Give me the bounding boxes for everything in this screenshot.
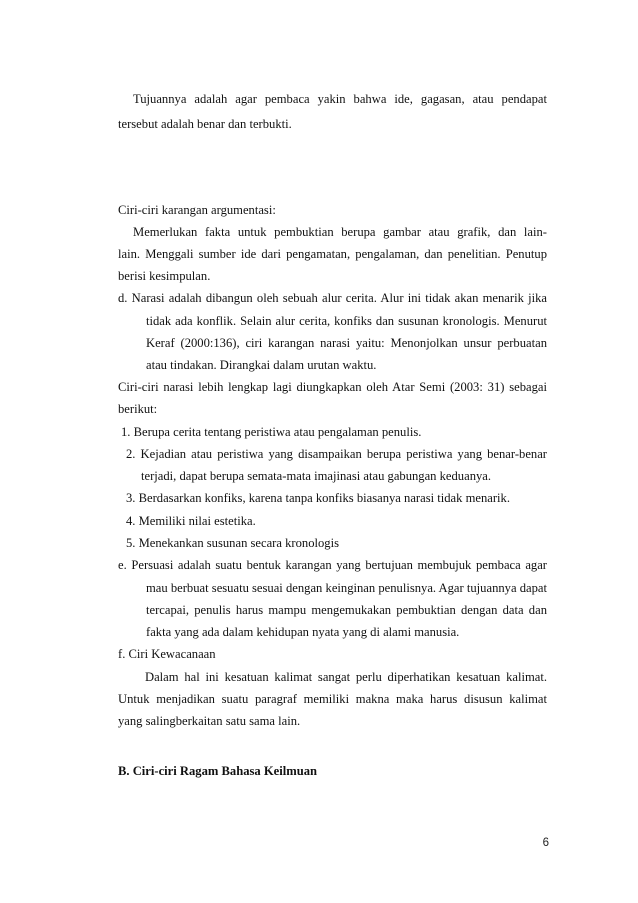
paragraph-line: atau tindakan. Dirangkai dalam urutan waktu. — [146, 358, 377, 372]
paragraph-line: tersebut adalah benar dan terbukti. — [118, 117, 292, 131]
paragraph-line: berikut: — [118, 402, 158, 416]
paragraph-line: mau berbuat sesuatu sesuai dengan keinginan penulisnya. Agar tujuannya dapat — [146, 581, 547, 595]
argumentasi-heading: Ciri-ciri karangan argumentasi: — [118, 203, 276, 217]
list-item: 4. Memiliki nilai estetika. — [126, 514, 256, 528]
paragraph-line: Ciri-ciri narasi lebih lengkap lagi diungkapkan oleh Atar Semi (2003: 31) sebagai — [118, 380, 547, 394]
paragraph-line: Tujuannya adalah agar pembaca yakin bahwa ide, gagasan, atau pendapat — [133, 92, 547, 106]
section-heading: B. Ciri-ciri Ragam Bahasa Keilmuan — [118, 764, 318, 778]
list-item: 2. Kejadian atau peristiwa yang disampaikan berupa peristiwa yang benar-benar — [126, 447, 547, 461]
paragraph-line: fakta yang ada dalam kehidupan nyata yang di alami manusia. — [146, 625, 460, 639]
paragraph-line: Untuk menjadikan suatu paragraf memiliki makna maka harus disusun kalimat — [118, 692, 547, 706]
paragraph-line: berisi kesimpulan. — [118, 269, 211, 283]
list-item: 3. Berdasarkan konfiks, karena tanpa konfiks biasanya narasi tidak menarik. — [126, 491, 510, 505]
list-item: 1. Berupa cerita tentang peristiwa atau pengalaman penulis. — [121, 425, 422, 439]
paragraph-line: Memerlukan fakta untuk pembuktian berupa gambar atau grafik, dan lain- — [133, 225, 547, 239]
list-item-continuation: terjadi, dapat berupa semata-mata imajinasi atau gabungan keduanya. — [141, 469, 492, 483]
persuasi-heading-line: e. Persuasi adalah suatu bentuk karangan yang bertujuan membujuk pembaca agar — [118, 558, 547, 572]
paragraph-line: tercapai, penulis harus mampu mengemukakan pembuktian dengan data dan — [146, 603, 547, 617]
paragraph-line: Keraf (2000:136), ciri karangan narasi yaitu: Menonjolkan unsur perbuatan — [146, 336, 547, 350]
paragraph-line: tidak ada konflik. Selain alur cerita, konfiks dan susunan kronologis. Menurut — [146, 314, 547, 328]
paragraph-line: yang salingberkaitan satu sama lain. — [118, 714, 301, 728]
kewacanaan-heading: f. Ciri Kewacanaan — [118, 647, 216, 661]
narasi-heading-line: d. Narasi adalah dibangun oleh sebuah alur cerita. Alur ini tidak akan menarik jika — [118, 291, 547, 305]
list-item: 5. Menekankan susunan secara kronologis — [126, 536, 339, 550]
paragraph-line: lain. Menggali sumber ide dari pengamatan, pengalaman, dan penelitian. Penutup — [118, 247, 547, 261]
paragraph-line: Dalam hal ini kesatuan kalimat sangat perlu diperhatikan kesatuan kalimat. — [145, 670, 547, 684]
page-number: 6 — [542, 837, 549, 849]
